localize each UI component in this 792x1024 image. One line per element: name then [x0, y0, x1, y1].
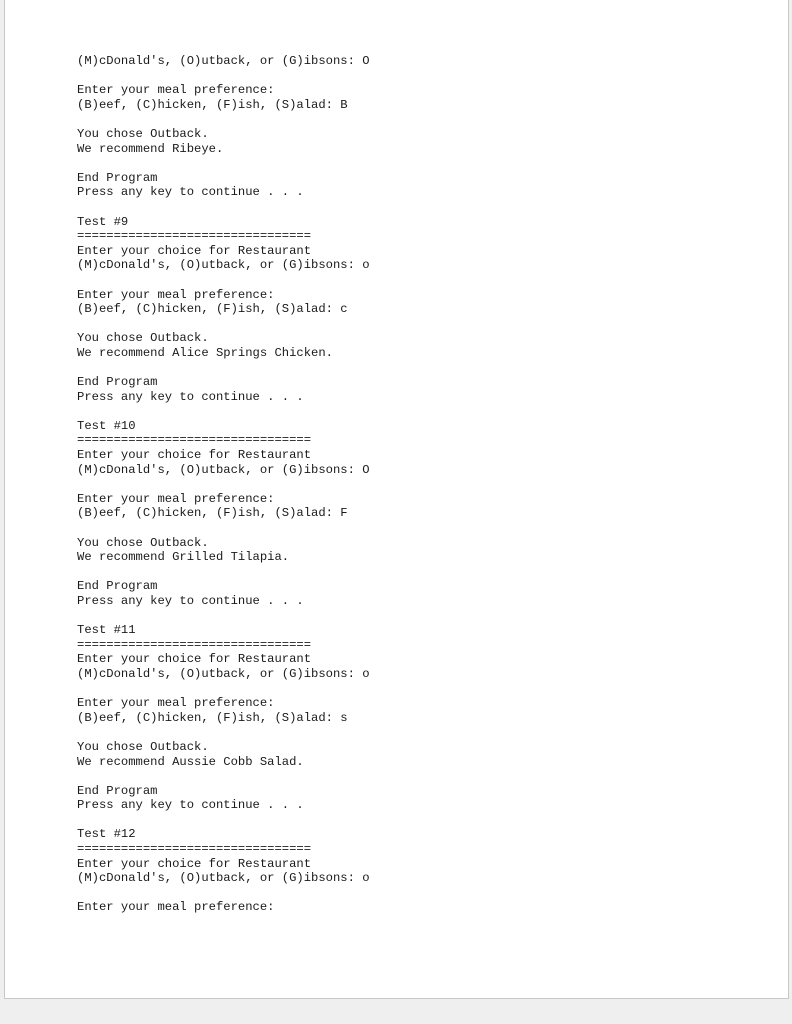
console-line: (M)cDonald's, (O)utback, or (G)ibsons: O [77, 54, 370, 68]
console-line [77, 273, 370, 288]
console-line: Press any key to continue . . . [77, 798, 304, 813]
console-line [77, 769, 370, 784]
console-line: End Program [77, 579, 158, 594]
console-line: (B)eef, (C)hicken, (F)ish, (S)alad: c [77, 302, 348, 317]
document-page [4, 0, 789, 999]
console-line [77, 404, 370, 419]
console-line: End Program [77, 170, 158, 185]
console-output [77, 54, 370, 915]
console-line [77, 112, 370, 127]
console-line: (B)eef, (C)hicken, (F)ish, (S)alad: F [77, 506, 348, 521]
console-line [77, 156, 370, 171]
console-line: (B)eef, (C)hicken, (F)ish, (S)alad: s [77, 710, 348, 725]
console-line: Test #9 [77, 214, 129, 229]
console-line: ================================ [77, 433, 312, 448]
console-line: ================================ [77, 842, 312, 857]
console-line: We recommend Alice Springs Chicken. [77, 345, 333, 360]
console-line [77, 609, 370, 624]
console-line [77, 317, 370, 332]
console-line: (M)cDonald's, (O)utback, or (G)ibsons: o [77, 666, 370, 681]
console-line [77, 521, 370, 536]
console-line: (M)cDonald's, (O)utback, or (G)ibsons: O [77, 462, 370, 477]
console-line [77, 360, 370, 375]
console-line: Test #10 [77, 418, 136, 433]
console-line: Enter your meal preference: [77, 900, 275, 915]
console-line: Enter your choice for Restaurant [77, 243, 312, 258]
console-line: You chose Outback. [77, 535, 209, 550]
console-line: Press any key to continue . . . [77, 593, 304, 608]
console-line [77, 69, 370, 84]
console-line: Enter your choice for Restaurant [77, 856, 312, 871]
console-line: (M)cDonald's, (O)utback, or (G)ibsons: o [77, 871, 370, 886]
console-line: Enter your meal preference: [77, 83, 275, 98]
console-line [77, 200, 370, 215]
console-line: Test #11 [77, 623, 136, 638]
console-line: We recommend Grilled Tilapia. [77, 550, 290, 565]
console-line [77, 565, 370, 580]
console-line [77, 886, 370, 901]
console-line: Enter your choice for Restaurant [77, 652, 312, 667]
console-line: (B)eef, (C)hicken, (F)ish, (S)alad: B [77, 97, 348, 112]
console-line: Press any key to continue . . . [77, 185, 304, 200]
console-line: Enter your meal preference: [77, 287, 275, 302]
console-line: End Program [77, 783, 158, 798]
console-line: (M)cDonald's, (O)utback, or (G)ibsons: o [77, 258, 370, 273]
console-line [77, 477, 370, 492]
console-line: ================================ [77, 637, 312, 652]
console-line: We recommend Aussie Cobb Salad. [77, 754, 304, 769]
console-line [77, 813, 370, 828]
console-line: We recommend Ribeye. [77, 141, 224, 156]
console-line: You chose Outback. [77, 739, 209, 754]
console-line: Enter your meal preference: [77, 696, 275, 711]
console-line: You chose Outback. [77, 331, 209, 346]
console-line [77, 725, 370, 740]
console-line: ================================ [77, 229, 312, 244]
console-line [77, 682, 370, 697]
console-line: Test #12 [77, 827, 136, 842]
console-line: You chose Outback. [77, 126, 209, 141]
console-line: Enter your choice for Restaurant [77, 448, 312, 463]
console-line: Enter your meal preference: [77, 491, 275, 506]
console-line: End Program [77, 375, 158, 390]
console-line: Press any key to continue . . . [77, 389, 304, 404]
